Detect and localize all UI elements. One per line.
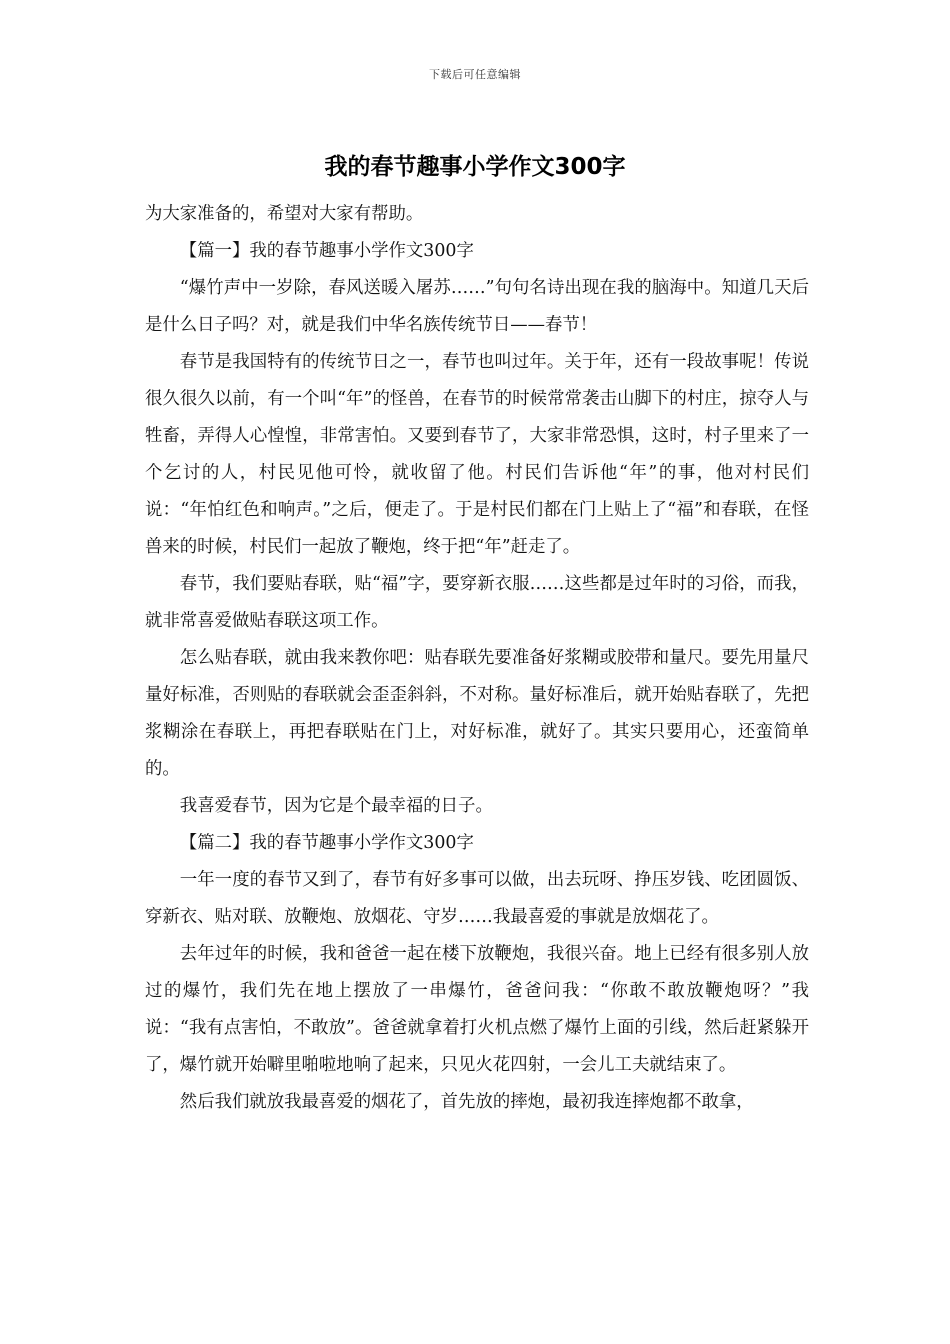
paragraph: 怎么贴春联，就由我来教你吧：贴春联先要准备好浆糊或胶带和量尺。要先用量尺量好标准，否则贴的春联就会歪歪斜斜，不对称。量好标准后，就开始贴春联了，先把浆糊涂在春联上，再把春联贴在门上，对好标准，就好了。其实只要用心，还蛮简单的。: [145, 648, 809, 779]
document-title: 我的春节趣事小学作文300字: [324, 154, 626, 180]
paragraph: 我喜爱春节，因为它是个最幸福的日子。: [179, 796, 493, 816]
header-note: 下载后可任意编辑: [429, 68, 521, 81]
paragraph: 一年一度的春节又到了，春节有好多事可以做，出去玩呀、挣压岁钱、吃团圆饭、穿新衣、贴对联、放鞭炮、放烟花、守岁……我最喜爱的事就是放烟花了。: [145, 870, 809, 927]
paragraph: “爆竹声中一岁除，春风送暖入屠苏……”句句名诗出现在我的脑海中。知道几天后是什么日子吗？对，就是我们中华名族传统节日——春节！: [145, 278, 809, 335]
section-heading-1: 【篇一】我的春节趣事小学作文300字: [179, 241, 474, 261]
paragraph: 春节，我们要贴春联，贴“福”字，要穿新衣服……这些都是过年时的习俗，而我，就非常喜爱做贴春联这项工作。: [145, 574, 809, 631]
paragraph: 然后我们就放我最喜爱的烟花了，首先放的摔炮，最初我连摔炮都不敢拿，: [179, 1092, 754, 1112]
paragraph: 去年过年的时候，我和爸爸一起在楼下放鞭炮，我很兴奋。地上已经有很多别人放过的爆竹，我们先在地上摆放了一串爆竹，爸爸问我：“你敢不敢放鞭炮呀？”我说：“我有点害怕，不敢放”。爸爸就拿着打火机点燃了爆竹上面的引线，然后赶紧躲开了，爆竹就开始噼里啪啦地响了起来，只见火花四射，一会儿工夫就结束了。: [145, 944, 809, 1075]
document-body: [145, 196, 809, 1121]
section-heading-2: 【篇二】我的春节趣事小学作文300字: [179, 833, 474, 853]
intro-paragraph: 为大家准备的，希望对大家有帮助。: [145, 204, 424, 224]
paragraph: 春节是我国特有的传统节日之一，春节也叫过年。关于年，还有一段故事呢！传说很久很久以前，有一个叫“年”的怪兽，在春节的时候常常袭击山脚下的村庄，掠夺人与牲畜，弄得人心惶惶，非常害怕。又要到春节了，大家非常恐惧，这时，村子里来了一个乞讨的人，村民见他可怜，就收留了他。村民们告诉他“年”的事，他对村民们说：“年怕红色和响声。”之后，便走了。于是村民们都在门上贴上了“福”和春联，在怪兽来的时候，村民们一起放了鞭炮，终于把“年”赶走了。: [145, 352, 809, 557]
